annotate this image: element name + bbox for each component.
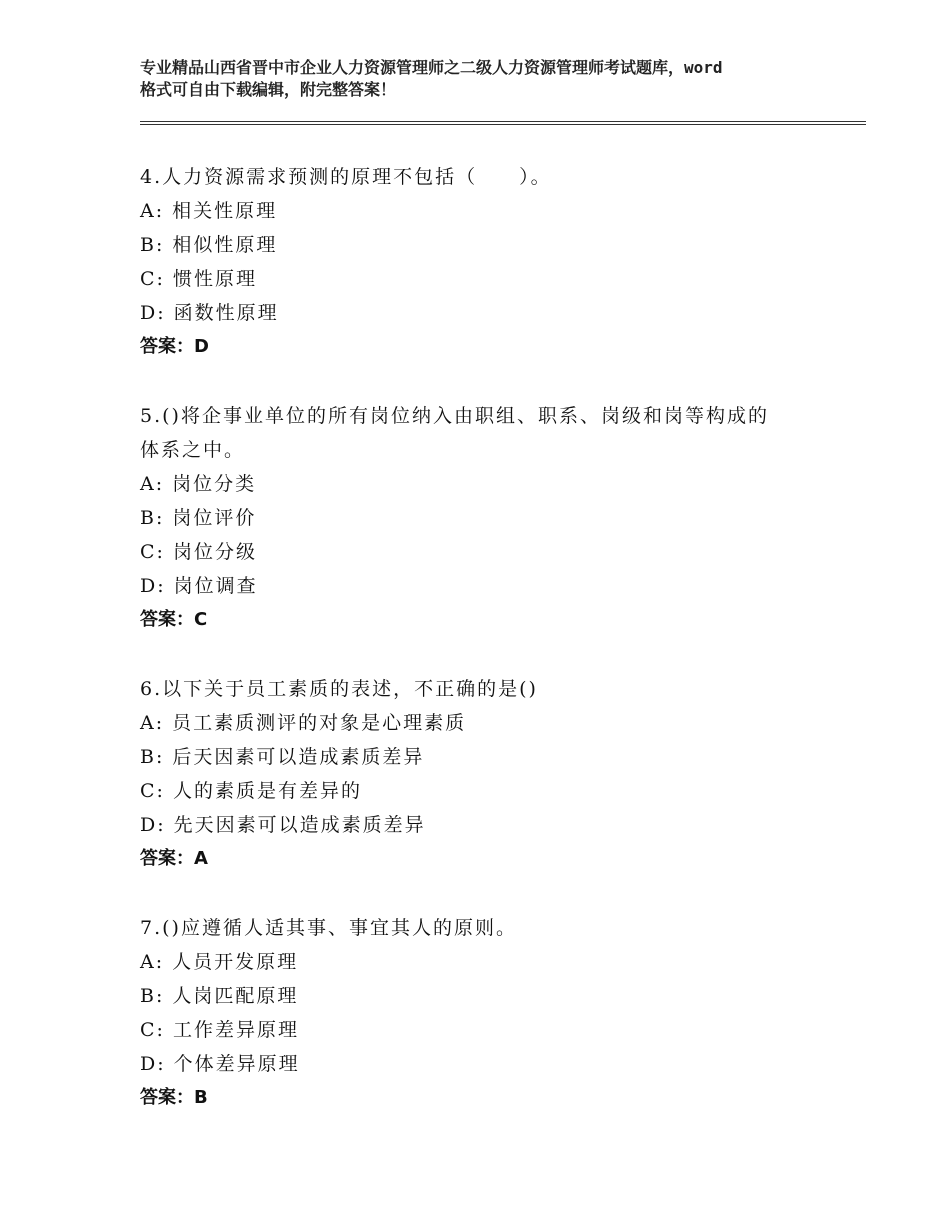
option-a: A: 人员开发原理 [140,951,299,973]
option-a: A: 相关性原理 [140,200,278,222]
option-b: B: 岗位评价 [140,507,257,529]
question-text: 7.()应遵循人适其事、事宜其人的原则。 [140,917,517,939]
question-block [140,911,840,1115]
option-a: A: 岗位分类 [140,473,257,495]
question-block [140,672,840,876]
header-divider-top [140,121,866,122]
question-text: 5.()将企事业单位的所有岗位纳入由职组、职系、岗级和岗等构成的 [140,405,769,427]
question-block [140,399,840,637]
answer-label: 答案：C [140,609,208,630]
option-d: D: 岗位调查 [140,575,258,597]
document-header [140,57,840,101]
answer-label: 答案：B [140,1087,208,1108]
option-c: C: 人的素质是有差异的 [140,780,362,802]
option-c: C: 工作差异原理 [140,1019,299,1041]
option-b: B: 相似性原理 [140,234,278,256]
header-divider-bottom [140,124,866,125]
question-text-continued: 体系之中。 [140,439,246,461]
option-d: D: 函数性原理 [140,302,279,324]
option-d: D: 先天因素可以造成素质差异 [140,814,426,836]
answer-label: 答案：D [140,336,209,357]
option-c: C: 惯性原理 [140,268,257,290]
header-line-2: 格式可自由下载编辑，附完整答案！ [140,80,397,99]
header-line-1: 专业精品山西省晋中市企业人力资源管理师之二级人力资源管理师考试题库，word [140,58,723,77]
question-block [140,160,840,364]
question-text: 4.人力资源需求预测的原理不包括（ ）。 [140,166,552,188]
option-a: A: 员工素质测评的对象是心理素质 [140,712,467,734]
option-b: B: 后天因素可以造成素质差异 [140,746,425,768]
answer-label: 答案：A [140,848,208,869]
option-b: B: 人岗匹配原理 [140,985,299,1007]
question-text: 6.以下关于员工素质的表述，不正确的是() [140,678,538,700]
option-c: C: 岗位分级 [140,541,257,563]
option-d: D: 个体差异原理 [140,1053,300,1075]
